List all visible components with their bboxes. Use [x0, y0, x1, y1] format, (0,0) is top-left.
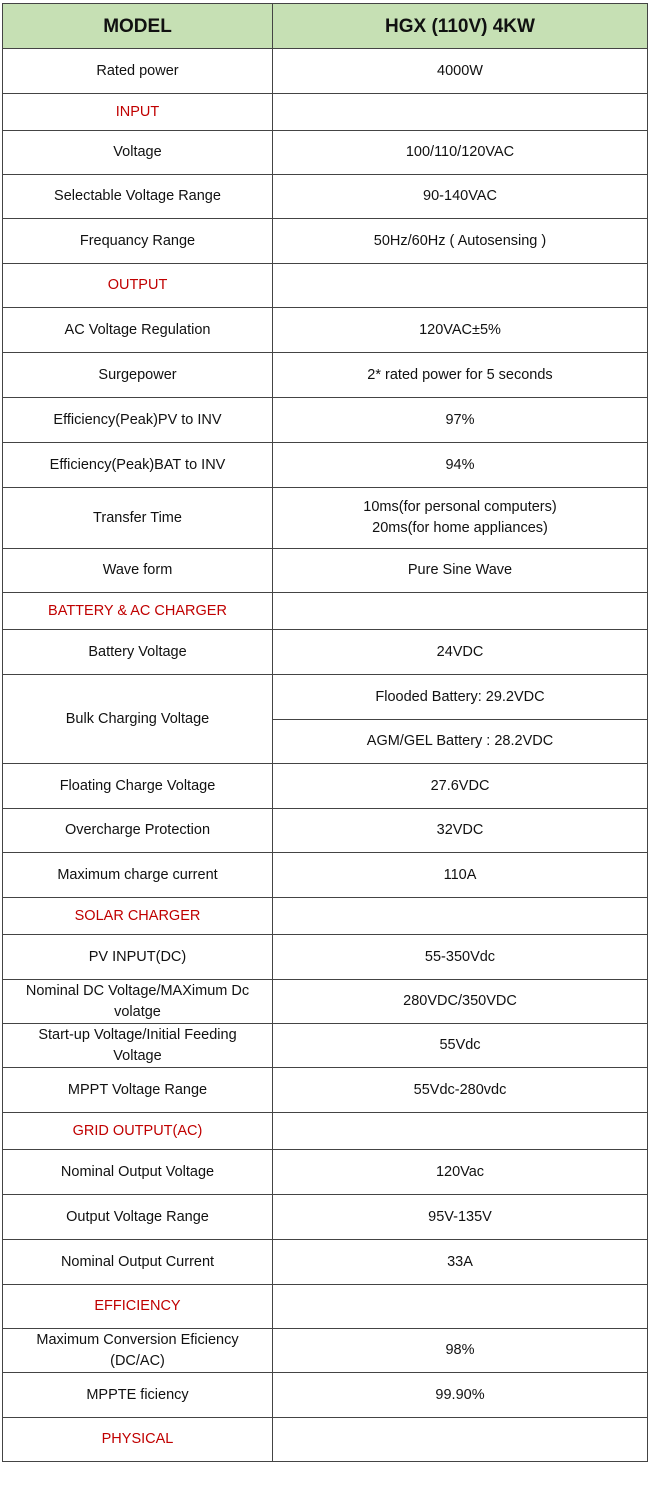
ac-regulation-value: 120VAC±5% [273, 308, 648, 353]
overcharge-value: 32VDC [273, 809, 648, 853]
startup-voltage-label [3, 1024, 273, 1068]
empty-cell [273, 94, 648, 131]
transfer-time-line2: 20ms(for home appliances) [372, 520, 548, 536]
floating-charge-label: Floating Charge Voltage [3, 764, 273, 809]
battery-voltage-label: Battery Voltage [3, 630, 273, 675]
table-row [3, 488, 648, 549]
max-charge-current-value: 110A [273, 853, 648, 898]
startup-voltage-label-line1: Start-up Voltage/Initial Feeding [38, 1026, 237, 1043]
empty-cell [273, 593, 648, 630]
voltage-label: Voltage [3, 131, 273, 175]
transfer-time-label: Transfer Time [3, 488, 273, 549]
table-row [3, 175, 648, 219]
eff-bat-inv-value: 94% [273, 443, 648, 488]
max-conversion-label-line1: Maximum Conversion Eficiency [36, 1331, 239, 1348]
table-row [3, 1195, 648, 1240]
category-row [3, 1418, 648, 1462]
eff-bat-inv-label: Efficiency(Peak)BAT to INV [3, 443, 273, 488]
table-row [3, 1373, 648, 1418]
voltage-value: 100/110/120VAC [273, 131, 648, 175]
surgepower-label: Surgepower [3, 353, 273, 398]
surgepower-value: 2* rated power for 5 seconds [273, 353, 648, 398]
category-row [3, 898, 648, 935]
mppt-range-label: MPPT Voltage Range [3, 1068, 273, 1113]
category-output: OUTPUT [3, 264, 273, 308]
selectable-range-label: Selectable Voltage Range [3, 175, 273, 219]
table-row [3, 1329, 648, 1373]
output-voltage-range-label: Output Voltage Range [3, 1195, 273, 1240]
table-row [3, 1024, 648, 1068]
table-row [3, 398, 648, 443]
category-physical: PHYSICAL [3, 1418, 273, 1462]
category-battery-charger: BATTERY & AC CHARGER [3, 593, 273, 630]
wave-form-value: Pure Sine Wave [273, 549, 648, 593]
header-model: MODEL [3, 4, 273, 49]
table-row [3, 935, 648, 980]
table-row [3, 443, 648, 488]
max-conversion-label [3, 1329, 273, 1373]
nominal-output-current-label: Nominal Output Current [3, 1240, 273, 1285]
pv-input-value: 55-350Vdc [273, 935, 648, 980]
nominal-output-current-value: 33A [273, 1240, 648, 1285]
empty-cell [273, 898, 648, 935]
bulk-charging-agm: AGM/GEL Battery : 28.2VDC [273, 720, 648, 764]
bulk-charging-label: Bulk Charging Voltage [3, 675, 273, 764]
category-input: INPUT [3, 94, 273, 131]
empty-cell [273, 1418, 648, 1462]
nominal-output-voltage-label: Nominal Output Voltage [3, 1150, 273, 1195]
header-model-value: HGX (110V) 4KW [273, 4, 648, 49]
category-row [3, 94, 648, 131]
table-row [3, 809, 648, 853]
transfer-time-value [273, 488, 648, 549]
table-row [3, 353, 648, 398]
frequency-range-value: 50Hz/60Hz ( Autosensing ) [273, 219, 648, 264]
table-row [3, 764, 648, 809]
table-row [3, 630, 648, 675]
overcharge-label: Overcharge Protection [3, 809, 273, 853]
category-row [3, 1113, 648, 1150]
mppt-efficiency-value: 99.90% [273, 1373, 648, 1418]
table-row [3, 131, 648, 175]
table-row [3, 49, 648, 94]
mppt-efficiency-label: MPPTE ficiency [3, 1373, 273, 1418]
pv-input-label: PV INPUT(DC) [3, 935, 273, 980]
category-grid-output: GRID OUTPUT(AC) [3, 1113, 273, 1150]
transfer-time-line1: 10ms(for personal computers) [363, 499, 557, 515]
floating-charge-value: 27.6VDC [273, 764, 648, 809]
category-row [3, 264, 648, 308]
wave-form-label: Wave form [3, 549, 273, 593]
category-row [3, 593, 648, 630]
category-row [3, 1285, 648, 1329]
max-charge-current-label: Maximum charge current [3, 853, 273, 898]
table-row [3, 219, 648, 264]
header-row [3, 4, 648, 49]
empty-cell [273, 1113, 648, 1150]
eff-pv-inv-value: 97% [273, 398, 648, 443]
battery-voltage-value: 24VDC [273, 630, 648, 675]
nominal-dc-label-line1: Nominal DC Voltage/MAXimum Dc [25, 982, 250, 999]
table-row [3, 1240, 648, 1285]
output-voltage-range-value: 95V-135V [273, 1195, 648, 1240]
table-row [3, 1150, 648, 1195]
spec-table [2, 3, 648, 1462]
nominal-dc-value: 280VDC/350VDC [273, 980, 648, 1024]
table-row [3, 675, 648, 720]
empty-cell [273, 264, 648, 308]
table-row [3, 1068, 648, 1113]
rated-power-label: Rated power [3, 49, 273, 94]
rated-power-value: 4000W [273, 49, 648, 94]
empty-cell [273, 1285, 648, 1329]
nominal-dc-label [3, 980, 273, 1024]
nominal-output-voltage-value: 120Vac [273, 1150, 648, 1195]
category-efficiency: EFFICIENCY [3, 1285, 273, 1329]
table-row [3, 980, 648, 1024]
frequency-range-label: Frequancy Range [3, 219, 273, 264]
nominal-dc-label-line2: volatge [114, 1003, 161, 1020]
max-conversion-label-line2: (DC/AC) [110, 1352, 165, 1369]
mppt-range-value: 55Vdc-280vdc [273, 1068, 648, 1113]
table-row [3, 549, 648, 593]
table-row [3, 853, 648, 898]
eff-pv-inv-label: Efficiency(Peak)PV to INV [3, 398, 273, 443]
ac-regulation-label: AC Voltage Regulation [3, 308, 273, 353]
startup-voltage-value: 55Vdc [273, 1024, 648, 1068]
table-row [3, 308, 648, 353]
category-solar-charger: SOLAR CHARGER [3, 898, 273, 935]
selectable-range-value: 90-140VAC [273, 175, 648, 219]
max-conversion-value: 98% [273, 1329, 648, 1373]
bulk-charging-flooded: Flooded Battery: 29.2VDC [273, 675, 648, 720]
startup-voltage-label-line2: Voltage [113, 1047, 162, 1064]
